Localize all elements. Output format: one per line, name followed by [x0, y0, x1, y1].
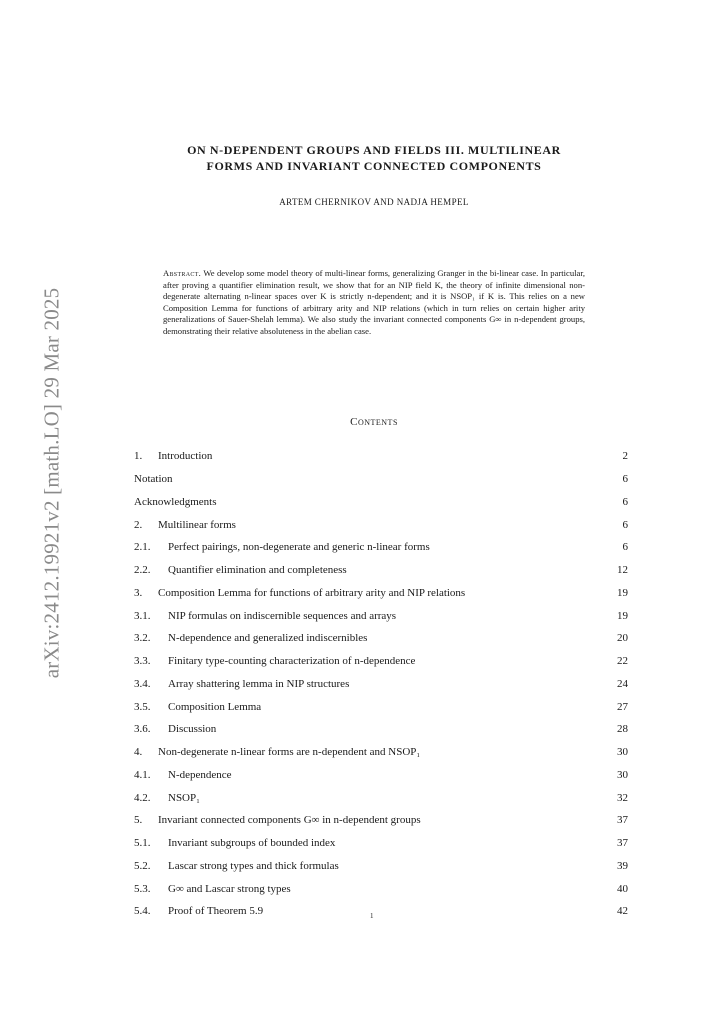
- toc-page: 20: [617, 632, 628, 645]
- toc-number: 3.6.: [134, 723, 151, 736]
- toc-title: Proof of Theorem 5.9: [168, 905, 264, 918]
- title-line-1: ON N-DEPENDENT GROUPS AND FIELDS III. MULTILINEAR: [187, 143, 561, 157]
- toc-title: Introduction: [158, 450, 213, 463]
- toc-entry[interactable]: [134, 627, 628, 650]
- toc-number: 3.5.: [134, 700, 151, 713]
- paper-title: [120, 142, 628, 174]
- toc-entry[interactable]: [134, 786, 628, 809]
- toc-entry[interactable]: [134, 855, 628, 878]
- toc-page: 27: [617, 700, 628, 713]
- toc-title: Finitary type-counting characterization of n-dependence: [168, 655, 416, 668]
- toc-number: 3.3.: [134, 655, 151, 668]
- toc-page: 40: [617, 882, 628, 895]
- abstract-text: We develop some model theory of multi-linear forms, generalizing Granger in the bi-linear case. In particular, after proving a quantifier elimination result, we show that for an NIP field K, the theory of infinite dimensional non-degenerate alternating n-linear spaces over K is strictly n-dependent; and it is NSOP₁ if K is. This relies on a new Composition Lemma for functions of arbitrary arity and NIP relations (which in turn relies on certain higher arity generalizations of Sauer-Shelah lemma). We also study the invariant connected components G∞ in n-dependent groups, demonstrating their relative absoluteness in the abelian case.: [163, 268, 585, 336]
- toc-page: 30: [617, 746, 628, 759]
- toc-title: N-dependence and generalized indiscernibles: [168, 632, 368, 645]
- toc-entry[interactable]: [134, 877, 628, 900]
- toc-title: Invariant subgroups of bounded index: [168, 837, 336, 850]
- toc-page: 37: [617, 814, 628, 827]
- title-line-2: FORMS AND INVARIANT CONNECTED COMPONENTS: [206, 159, 542, 173]
- toc-page: 22: [617, 655, 628, 668]
- page-number: 1: [370, 912, 374, 920]
- toc-page: 24: [617, 677, 628, 690]
- toc-entry[interactable]: [134, 513, 628, 536]
- toc-title: Array shattering lemma in NIP structures: [168, 677, 350, 690]
- toc-page: 6: [622, 495, 628, 508]
- toc-entry[interactable]: [134, 809, 628, 832]
- toc-entry[interactable]: [134, 741, 628, 764]
- toc-number: 4.: [134, 746, 143, 759]
- toc-entry[interactable]: [134, 718, 628, 741]
- toc-number: 5.2.: [134, 859, 151, 872]
- toc-number: 3.1.: [134, 609, 151, 622]
- toc-number: 2.1.: [134, 541, 151, 554]
- toc-title: G∞ and Lascar strong types: [168, 882, 291, 895]
- toc-entry[interactable]: [134, 582, 628, 605]
- toc-entry[interactable]: [134, 445, 628, 468]
- toc-number: 4.1.: [134, 768, 151, 781]
- toc-title: Notation: [134, 473, 173, 486]
- toc-page: 30: [617, 768, 628, 781]
- toc-title: Composition Lemma: [168, 700, 262, 713]
- toc-number: 2.2.: [134, 564, 151, 577]
- toc-title: Quantifier elimination and completeness: [168, 564, 347, 577]
- contents-heading: Contents: [350, 416, 398, 428]
- toc-title: Multilinear forms: [158, 518, 236, 531]
- toc-number: 5.4.: [134, 905, 151, 918]
- toc-title: Lascar strong types and thick formulas: [168, 859, 339, 872]
- toc-title: Composition Lemma for functions of arbitrary arity and NIP relations: [158, 586, 466, 599]
- toc-number: 2.: [134, 518, 143, 531]
- toc-entry[interactable]: [134, 536, 628, 559]
- toc-entry[interactable]: [134, 900, 628, 923]
- toc-entry[interactable]: [134, 604, 628, 627]
- toc-number: 5.: [134, 814, 143, 827]
- toc-page: 2: [622, 450, 628, 463]
- abstract: [163, 268, 585, 338]
- toc-number: 1.: [134, 450, 143, 463]
- toc-entry[interactable]: [134, 673, 628, 696]
- toc-entry[interactable]: [134, 468, 628, 491]
- toc-page: 12: [617, 564, 628, 577]
- toc-number: 3.4.: [134, 677, 151, 690]
- toc-entry[interactable]: [134, 832, 628, 855]
- toc-number: 4.2.: [134, 791, 151, 804]
- authors: ARTEM CHERNIKOV AND NADJA HEMPEL: [279, 197, 469, 207]
- toc-entry[interactable]: [134, 650, 628, 673]
- toc-title: Acknowledgments: [134, 495, 217, 508]
- toc-page: 39: [617, 859, 628, 872]
- toc-page: 42: [617, 905, 628, 918]
- table-of-contents: [134, 445, 628, 923]
- toc-title: N-dependence: [168, 768, 232, 781]
- toc-page: 19: [617, 586, 628, 599]
- arxiv-stamp: arXiv:2412.19921v2 [math.LO] 29 Mar 2025: [39, 287, 64, 679]
- toc-entry[interactable]: [134, 491, 628, 514]
- toc-title: Discussion: [168, 723, 217, 736]
- toc-entry[interactable]: [134, 695, 628, 718]
- toc-page: 6: [622, 518, 628, 531]
- toc-title: Invariant connected components G∞ in n-dependent groups: [158, 814, 421, 827]
- toc-page: 19: [617, 609, 628, 622]
- toc-entry[interactable]: [134, 559, 628, 582]
- toc-number: 3.: [134, 586, 143, 599]
- toc-title: Non-degenerate n-linear forms are n-dependent and NSOP₁: [158, 746, 421, 759]
- toc-number: 5.3.: [134, 882, 151, 895]
- toc-number: 5.1.: [134, 837, 151, 850]
- toc-title: Perfect pairings, non-degenerate and generic n-linear forms: [168, 541, 430, 554]
- abstract-label: Abstract.: [163, 268, 202, 278]
- toc-entry[interactable]: [134, 764, 628, 787]
- toc-title: NSOP₁: [168, 791, 200, 804]
- toc-page: 28: [617, 723, 628, 736]
- toc-page: 6: [622, 541, 628, 554]
- toc-number: 3.2.: [134, 632, 151, 645]
- toc-page: 6: [622, 473, 628, 486]
- toc-page: 37: [617, 837, 628, 850]
- toc-page: 32: [617, 791, 628, 804]
- toc-title: NIP formulas on indiscernible sequences and arrays: [168, 609, 397, 622]
